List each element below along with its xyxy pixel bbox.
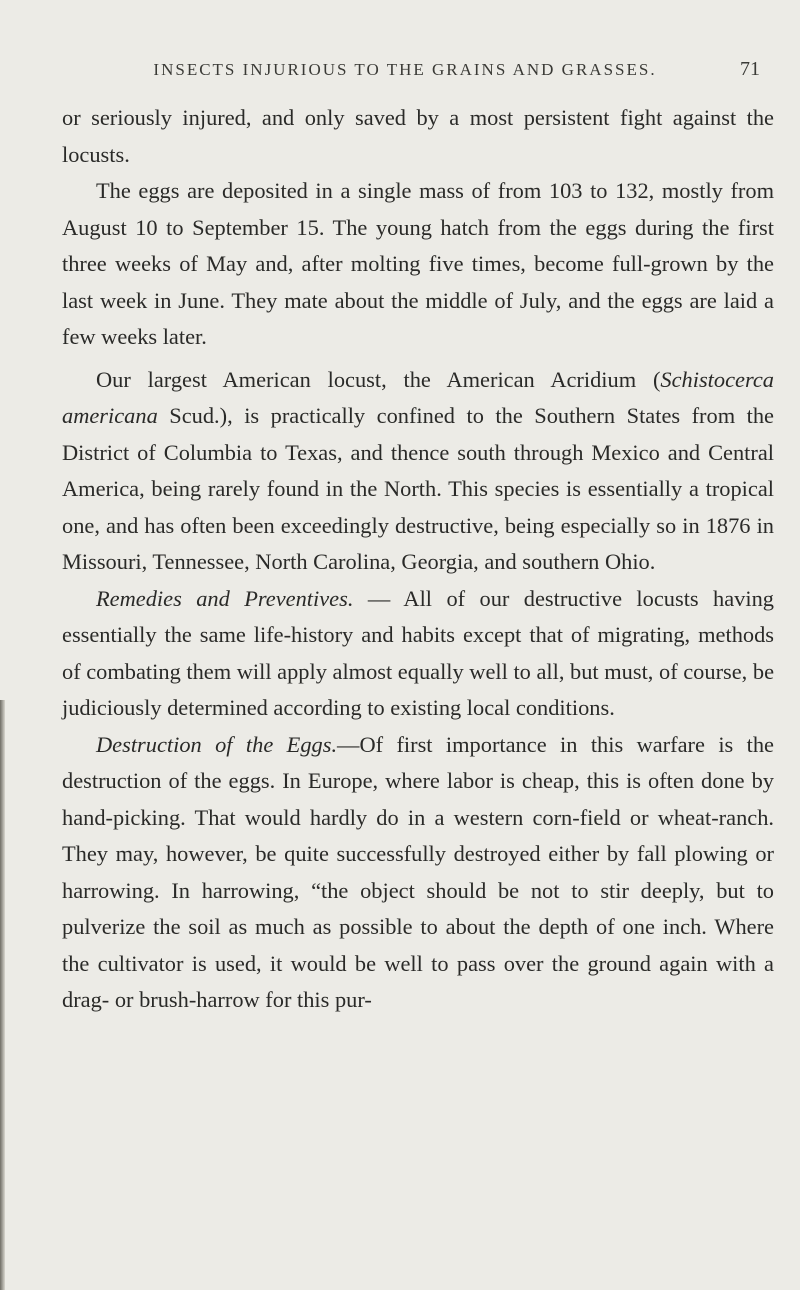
paragraph-text: —Of first importance in this warfare is the destruction of the eggs. In Europe, where labor is cheap, this is often done by hand-picking. That would hardly do in a western corn-field or wheat-ranch. They may, however, be quite successfully destroyed either by fall plowing or harrowing. In harrowing, “the object should be not to stir deeply, but to pulverize the soil as much as possible to about the depth of one inch. Where the cultivator is used, it would be well to pass over the ground again with a drag- or brush-harrow for this pur-: [62, 731, 774, 1012]
body-text: [62, 100, 774, 1019]
paragraph-eggs: [62, 173, 774, 356]
paragraph-american-acridium: [62, 362, 774, 581]
paragraph-text: Scud.), is practically confined to the Southern States from the District of Columbia to Texas, and thence south through Mexico and Central America, being rarely found in the North. This species is essentially a tropical one, and has often been exceedingly destructive, being especially so in 1876 in Missouri, Tennessee, North Carolina, Georgia, and southern Ohio.: [62, 403, 774, 574]
paragraph-destruction-of-eggs: [62, 727, 774, 1019]
page-number: 71: [740, 58, 760, 80]
running-head: [60, 58, 760, 81]
section-heading: Destruction of the Eggs.: [96, 731, 338, 757]
paragraph-continuation: [62, 100, 774, 173]
running-title: INSECTS INJURIOUS TO THE GRAINS AND GRASSES.: [153, 60, 657, 79]
species-name: Schistocerca americana: [62, 366, 774, 428]
page-binding-shadow: [0, 700, 5, 1290]
paragraph-remedies: [62, 581, 774, 727]
section-heading: Remedies and Preventives.: [96, 585, 354, 611]
paragraph-text: — All of our destructive locusts having essentially the same life-history and habits except that of migrating, methods of combating them will apply almost equally well to all, but must, of course, be judiciously determined according to existing local conditions.: [62, 585, 775, 720]
paragraph-text: The eggs are deposited in a single mass of from 103 to 132, mostly from August 10 to September 15. The young hatch from the eggs during the first three weeks of May and, after molting five times, become full-grown by the last week in June. They mate about the middle of July, and the eggs are laid a few weeks later.: [62, 178, 774, 349]
paragraph-text: Our largest American locust, the American Acridium (: [96, 366, 661, 392]
paragraph-text: or seriously injured, and only saved by a most persistent fight against the locusts.: [62, 105, 774, 167]
